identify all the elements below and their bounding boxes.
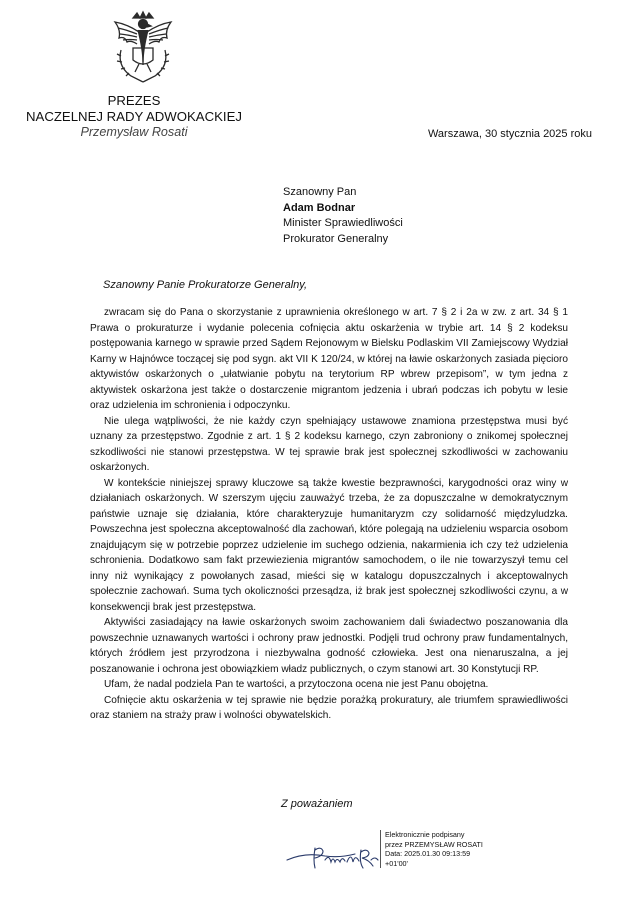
- body-paragraph-2: Nie ulega wątpliwości, że nie każdy czyn spełniający ustawowe znamiona przestępstwa musi być uznany za przestępstwo. Zgodnie z art. 1 § 2 kodeksu karnego, czyn zabroniony o znikomej społecznej szkodliwości nie stanowi przestępstwa. W tej sprawie brak jest społecznej szkodliwości w zachowaniu oskarżonych.: [90, 415, 568, 473]
- electronic-signature-block: [380, 830, 483, 868]
- body-paragraph-6: Cofnięcie aktu oskarżenia w tej sprawie nie będzie porażką prokuratury, ale triumfem sprawiedliwości oraz staniem na straży praw i wolności obywatelskich.: [90, 694, 568, 721]
- letter-body: [90, 305, 568, 724]
- esig-line-2: przez PRZEMYSŁAW ROSATI: [385, 839, 483, 849]
- body-paragraph-3: W kontekście niniejszej sprawy kluczowe są także kwestie bezprawności, karygodności oraz winy w działaniach oskarżonych. W szerszym ujęciu zauważyć trzeba, że za dopuszczalne w demokratycznym państwie uznaje się działania, które charakteryzuje humanitaryzm czy solidarność międzyludzka. Powszechna jest społeczna akceptowalność dla zachowań, które polegają na udzieleniu wsparcia osobom znajdującym się w potrzebie poprzez udzielenie im suchego odzienia, nakarmienia ich czy też udzielenia schronienia. Dodatkowo sam fakt przewiezienia migrantów samochodem, o ile nie towarzyszył temu cel inny niż wynikający z powołanych zasad, mieści się w katalogu dopuszczalnych i akceptowalnych społecznie zachowań. Suma tych okoliczności przesądza, iż brak jest społecznej szkodliwości czynu, a w konsekwencji brak jest przestępstwa.: [90, 477, 568, 613]
- handwritten-signature: [285, 838, 380, 878]
- addressee-block: [283, 185, 403, 247]
- addressee-salutation-short: Szanowny Pan: [283, 186, 357, 198]
- letterhead-author-name: Przemysław Rosati: [80, 125, 188, 139]
- esig-line-1: Elektronicznie podpisany: [385, 830, 465, 839]
- letter-date: Warszawa, 30 stycznia 2025 roku: [427, 128, 592, 140]
- letterhead-title-line1: PREZES: [107, 93, 161, 108]
- letterhead-title-line2: NACZELNEJ RADY ADWOKACKIEJ: [26, 109, 242, 124]
- addressee-name: Adam Bodnar: [283, 201, 356, 214]
- body-paragraph-5: Ufam, że nadal podziela Pan te wartości, a przytoczona ocena nie jest Panu obojętna.: [104, 679, 489, 690]
- addressee-role-2: Prokurator Generalny: [283, 232, 389, 245]
- eagle-emblem-icon: [107, 10, 179, 90]
- esig-line-3: Data: 2025.01.30 09:13:59: [385, 849, 471, 859]
- esig-line-4: +01'00': [385, 858, 408, 868]
- body-paragraph-1: zwracam się do Pana o skorzystanie z uprawnienia określonego w art. 7 § 2 i 2a w zw. z art. 34 § 1 Prawa o prokuraturze i wydanie polecenia cofnięcia aktu oskarżenia w trybie art. 14 § 2 kodeksu postępowania karnego w sprawie przed Sądem Rejonowym w Bielsku Podlaskim VII Zamiejscowy Wydział Karny w Hajnówce toczącej się pod sygn. akt VII K 120/24, w której na ławie oskarżonych zasiada pięcioro aktywistów oskarżonych o „ułatwianie pobytu na terytorium RP wbrew przepisom”, w tym jedna z aktywistek oskarżona jest także o dostarczenie migrantom jedzenia i ubrań podczas ich pobytu w lesie oraz udzielenia im schronienia i odpoczynku.: [90, 307, 568, 411]
- body-paragraph-4: Aktywiści zasiadający na ławie oskarżonych swoim zachowaniem dali świadectwo poszanowania dla powszechnie uznawanych wartości i ochrony praw jednostki. Podjęli trud ochrony praw fundamentalnych, których źródłem jest przyrodzona i niezbywalna godność człowieka. Jest ona nienaruszalna, a jej poszanowanie i ochrona jest obowiązkiem władz publicznych, o czym stanowi art. 30 Konstytucji RP.: [90, 617, 568, 675]
- letter-closing: Z poważaniem: [281, 798, 353, 810]
- addressee-role-1: Minister Sprawiedliwości: [283, 217, 403, 229]
- letter-salutation: Szanowny Panie Prokuratorze Generalny,: [103, 279, 308, 291]
